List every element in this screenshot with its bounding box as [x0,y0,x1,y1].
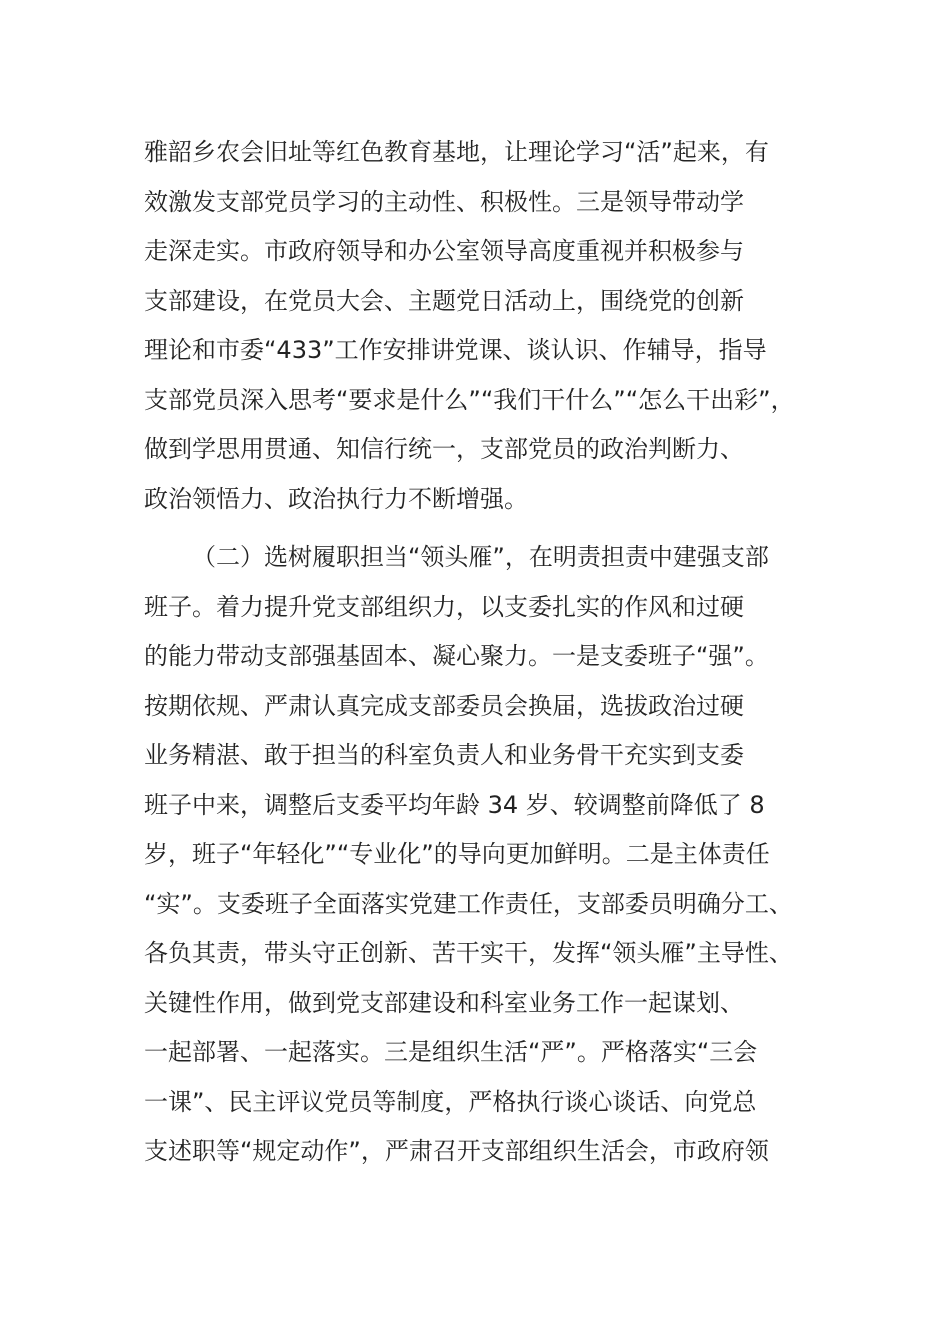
text-line: 做到学思用贯通、知信行统一，支部党员的政治判断力、 [144,435,744,463]
text-line: 班子中来，调整后支委平均年龄 34 岁、较调整前降低了 8 [144,790,765,819]
text-line: 一课”、民主评议党员等制度，严格执行谈心谈话、向党总 [144,1087,757,1116]
text-line: 关键性作用，做到党支部建设和科室业务工作一起谋划、 [144,988,744,1017]
text-line: 一起部署、一起落实。三是组织生活“严”。严格落实“三会 [144,1038,758,1066]
text-line: “实”。支委班子全面落实党建工作责任，支部委员明确分工、 [144,889,793,918]
text-line: 雅韶乡农会旧址等红色教育基地，让理论学习“活”起来，有 [144,138,769,166]
text-line: 支部建设，在党员大会、主题党日活动上，围绕党的创新 [144,286,744,315]
paragraph-1 [144,128,824,524]
section-heading-line: （二）选树履职担当“领头雁”，在明责担责中建强支部 [192,543,769,571]
text-line: 走深走实。市政府领导和办公室领导高度重视并积极参与 [144,237,744,265]
text-line: 的能力带动支部强基固本、凝心聚力。一是支委班子“强”。 [144,642,769,670]
text-line: 各负其责，带头守正创新、苦干实干，发挥“领头雁”主导性、 [144,939,793,967]
text-line: 效激发支部党员学习的主动性、积极性。三是领导带动学 [144,187,744,216]
text-line: 班子。着力提升党支部组织力，以支委扎实的作风和过硬 [144,592,744,621]
text-line: 理论和市委“433”工作安排讲党课、谈认识、作辅导，指导 [144,336,767,364]
text-line: 业务精湛、敢于担当的科室负责人和业务骨干充实到支委 [144,741,744,769]
text-line: 按期依规、严肃认真完成支部委员会换届，选拔政治过硬 [144,691,744,720]
text-line: 岁，班子“年轻化”“专业化”的导向更加鲜明。二是主体责任 [144,840,770,868]
text-line: 支部党员深入思考“要求是什么”“我们干什么”“怎么干出彩”， [144,385,795,414]
paragraph-2 [144,533,824,1177]
text-line: 支述职等“规定动作”，严肃召开支部组织生活会，市政府领 [144,1137,769,1165]
text-line: 政治领悟力、政治执行力不断增强。 [144,484,528,513]
